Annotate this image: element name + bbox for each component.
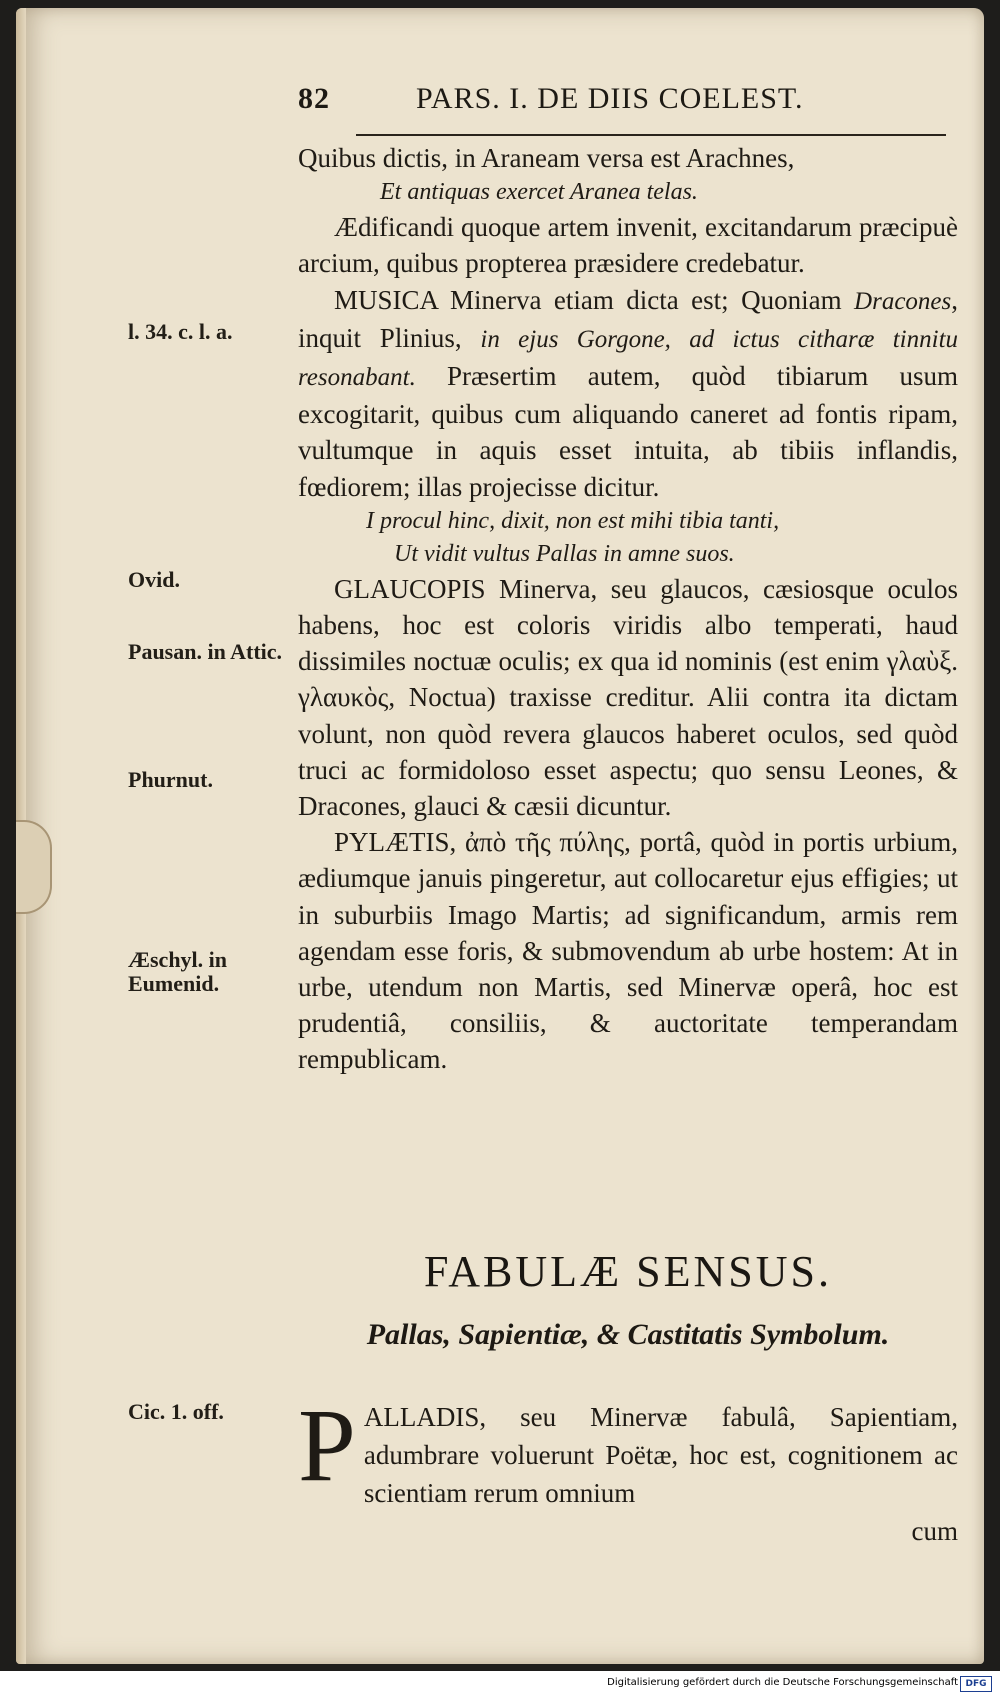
margin-note-ovid: Ovid. [128, 567, 180, 592]
margin-note-pausan: Pausan. in Attic. [128, 639, 283, 664]
main-text [298, 140, 958, 1078]
italic-run: Dracones [854, 287, 952, 315]
text-run: ALLADIS, seu Minervæ fabulâ, Sapientiam, adumbrare voluerunt Poëtæ, hoc est, cognitionem ac scientiam rerum omnium [363, 1402, 958, 1508]
page-number: 82 [298, 82, 330, 115]
footer-bar [0, 1671, 1000, 1699]
margin-note-phurnut: Phurnut. [128, 767, 213, 792]
paragraph-arachne: Quibus dictis, in Araneam versa est Arachnes, [298, 143, 795, 173]
verse-line: I procul hinc, dixit, non est mihi tibia tanti, [366, 507, 780, 534]
text-run: , inquit Plinius, [298, 284, 959, 353]
section-title: FABULÆ SENSUS. [424, 1247, 832, 1296]
verse-line: Et antiquas exercet Aranea telas. [380, 179, 698, 206]
paragraph-musica [298, 282, 958, 505]
verse-line: Ut vidit vultus Pallas in amne suos. [394, 540, 735, 567]
catchword: cum [911, 1516, 958, 1546]
paragraph-palladis [298, 1388, 958, 1550]
section-subtitle: Pallas, Sapientiæ, & Castitatis Symbolum. [366, 1318, 890, 1351]
paragraph-aedificandi: Ædificandi quoque artem invenit, excitandarum præcipuè arcium, quibus propterea præsidere credebatur. [298, 212, 958, 279]
margin-note-plinius: l. 34. c. l. a. [128, 319, 233, 344]
paragraph-glaucopis: GLAUCOPIS Minerva, seu glaucos, cæsiosque oculos habens, hoc est coloris viridis albo temperati, haud dissimiles noctuæ oculis; ex qua id nominis (est enim γλαὺξ. γλαυκὸς, Noctua) traxisse creditur. Alii contra ita dictam volunt, non quòd revera glaucos haberet oculos, sed quòd truci ac formidoloso esset aspectu; quo sensu Leones, & Dracones, glauci & cæsii dicuntur. [298, 573, 958, 822]
text-run: MUSICA Minerva etiam dicta est; Quoniam [334, 284, 842, 315]
paragraph-pylaetis: PYLÆTIS, ἀπὸ τῆς πύλης, portâ, quòd in portis urbium, ædiumque januis pingeretur, aut collocaretur ejus effigies; ut in suburbiis Imago Martis; ad significandum, armis rem agendam esse foris, & submovendum ab urbe hostem: At in urbe, utendum non Martis, sed Minervæ operâ, hoc est prudentiâ, consiliis, & auctoritate temperandam rempublicam. [298, 827, 958, 1075]
margin-note-aeschyl: Æschyl. in Eumenid. [128, 947, 228, 996]
header-rule [356, 134, 946, 136]
book-clasp [16, 820, 52, 914]
text-run: Præsertim autem, quòd tibiarum usum excogitarit, quibus cum aliquando caneret ad fontis ripam, vultumque in aquis esset intuita, ab tibiis inflandis, fœdiorem; illas projecisse dicitur. [298, 361, 959, 502]
book-page [16, 8, 984, 1664]
margin-note-cicero: Cic. 1. off. [128, 1399, 224, 1424]
italic-run: in ejus Gorgone, ad ictus citharæ tinnitu resonabant. [298, 325, 959, 392]
drop-cap: P [298, 1388, 356, 1503]
dfg-logo-icon: DFG [960, 1676, 992, 1692]
footer-credit: Digitalisierung gefördert durch die Deutsche Forschungsgemeinschaft [607, 1677, 958, 1688]
running-title: PARS. I. DE DIIS COELEST. [416, 82, 804, 115]
